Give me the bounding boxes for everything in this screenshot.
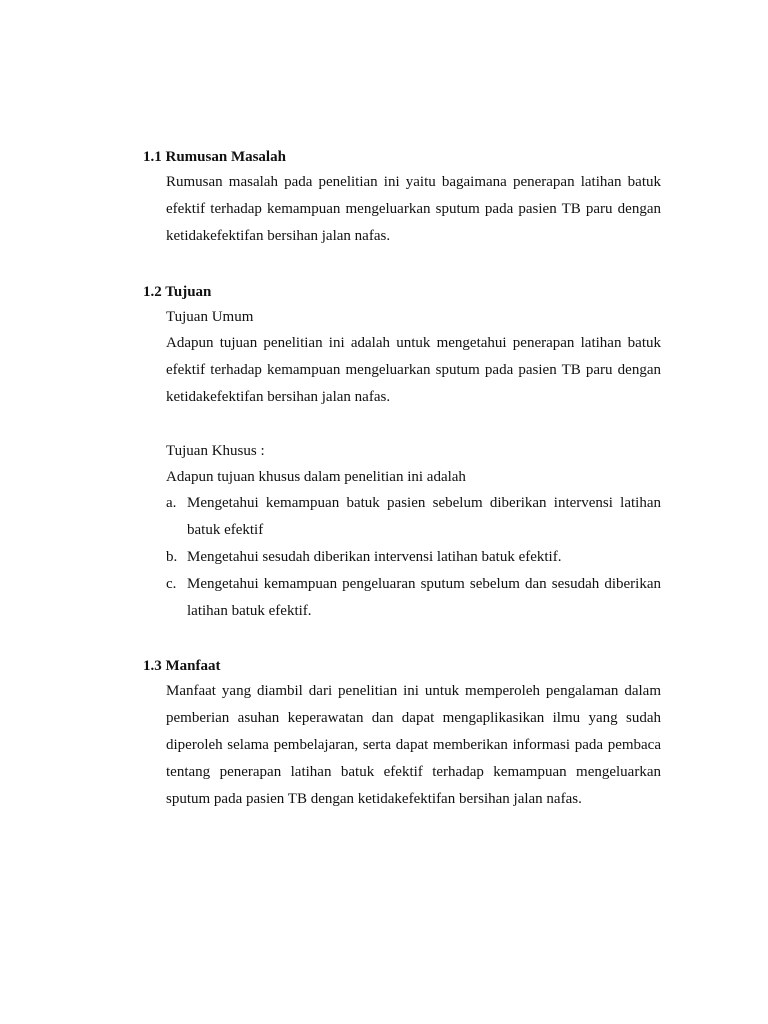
rumusan-masalah-paragraph: Rumusan masalah pada penelitian ini yaitu bagaimana penerapan latihan batuk efektif terhadap kemampuan mengeluarkan sputum pada pasien TB paru dengan ketidakefektifan bersihan jalan nafas. [166, 174, 661, 244]
list-item [166, 490, 661, 544]
list-marker: a. [166, 495, 177, 511]
list-item-text: Mengetahui kemampuan batuk pasien sebelum diberikan intervensi latihan batuk efektif [187, 495, 661, 538]
list-item [166, 544, 661, 571]
list-item-text: Mengetahui sesudah diberikan intervensi latihan batuk efektif. [187, 549, 562, 565]
list-item [166, 571, 661, 625]
list-marker: b. [166, 549, 178, 565]
section-heading-tujuan: 1.2 Tujuan [143, 284, 212, 300]
tujuan-umum-label: Tujuan Umum [166, 309, 254, 325]
tujuan-umum-paragraph: Adapun tujuan penelitian ini adalah untuk mengetahui penerapan latihan batuk efektif terhadap kemampuan mengeluarkan sputum pada pasien TB paru dengan ketidakefektifan bersihan jalan nafas. [166, 335, 661, 405]
tujuan-khusus-intro: Adapun tujuan khusus dalam penelitian ini adalah [166, 469, 466, 485]
manfaat-paragraph: Manfaat yang diambil dari penelitian ini untuk memperoleh pengalaman dalam pemberian asuhan keperawatan dan dapat mengaplikasikan ilmu yang sudah diperoleh selama pembelajaran, serta dapat memberikan informasi pada pembaca tentang penerapan latihan batuk efektif terhadap kemampuan mengeluarkan sputum pada pasien TB dengan ketidakefektifan bersihan jalan nafas. [166, 683, 661, 807]
section-heading-rumusan-masalah: 1.1 Rumusan Masalah [143, 149, 286, 165]
list-item-text: Mengetahui kemampuan pengeluaran sputum sebelum dan sesudah diberikan latihan batuk efektif. [187, 576, 661, 619]
tujuan-khusus-label: Tujuan Khusus : [166, 443, 265, 459]
section-heading-manfaat: 1.3 Manfaat [143, 658, 221, 674]
list-marker: c. [166, 576, 177, 592]
